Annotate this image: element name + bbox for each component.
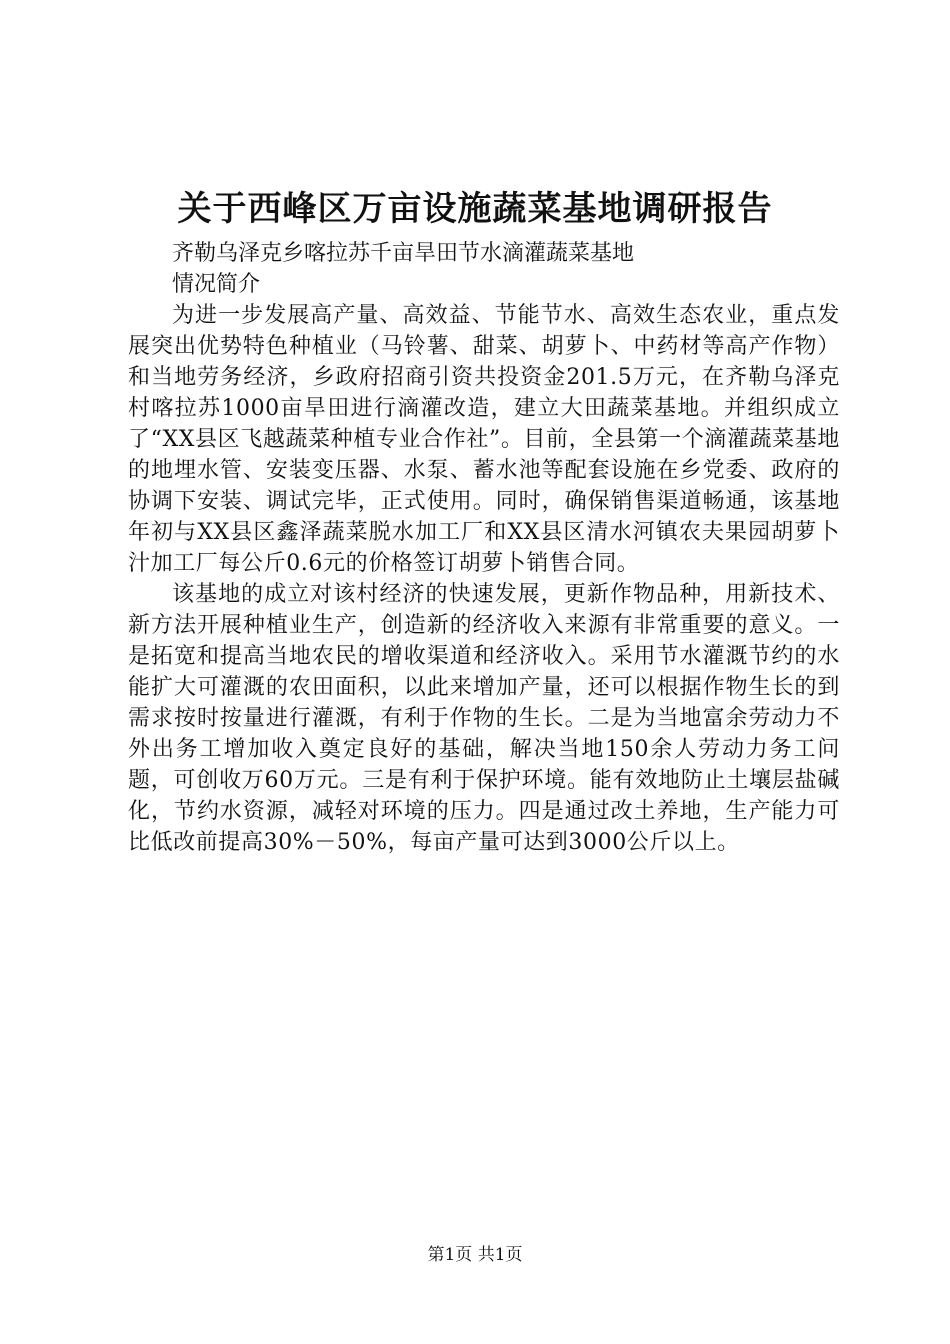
document-body	[128, 238, 840, 858]
section-heading: 情况简介	[172, 272, 261, 297]
paragraph-2: 该基地的成立对该村经济的快速发展，更新作物品种，用新技术、新方法开展种植业生产，创造新的经济收入来源有非常重要的意义。一是拓宽和提高当地农民的增收渠道和经济收入。采用节水灌溉节约的水能扩大可灌溉的农田面积，以此来增加产量，还可以根据作物生长的到需求按时按量进行灌溉，有利于作物的生长。二是为当地富余劳动力不外出务工增加收入奠定良好的基础，解决当地150余人劳动力务工问题，可创收万60万元。三是有利于保护环境。能有效地防止土壤层盐碱化，节约水资源，减轻对环境的压力。四是通过改土养地，生产能力可比低改前提高30%－50%，每亩产量可达到3000公斤以上。	[128, 582, 840, 855]
paragraph-1: 为进一步发展高产量、高效益、节能节水、高效生态农业，重点发展突出优势特色种植业（马铃薯、甜菜、胡萝卜、中药材等高产作物）和当地劳务经济，乡政府招商引资共投资金201.5万元，在齐勒乌泽克村喀拉苏1000亩旱田进行滴灌改造，建立大田蔬菜基地。并组织成立了“XX县区飞越蔬菜种植专业合作社”。目前，全县第一个滴灌蔬菜基地的地埋水管、安装变压器、水泵、蓄水池等配套设施在乡党委、政府的协调下安装、调试完毕，正式使用。同时，确保销售渠道畅通，该基地年初与XX县区鑫泽蔬菜脱水加工厂和XX县区清水河镇农夫果园胡萝卜汁加工厂每公斤0.6元的价格签订胡萝卜销售合同。	[128, 303, 840, 576]
document-title: 关于西峰区万亩设施蔬菜基地调研报告	[177, 189, 773, 229]
page-footer: 第1页 共1页	[427, 1245, 523, 1265]
document-subtitle: 齐勒乌泽克乡喀拉苏千亩旱田节水滴灌蔬菜基地	[172, 241, 635, 266]
